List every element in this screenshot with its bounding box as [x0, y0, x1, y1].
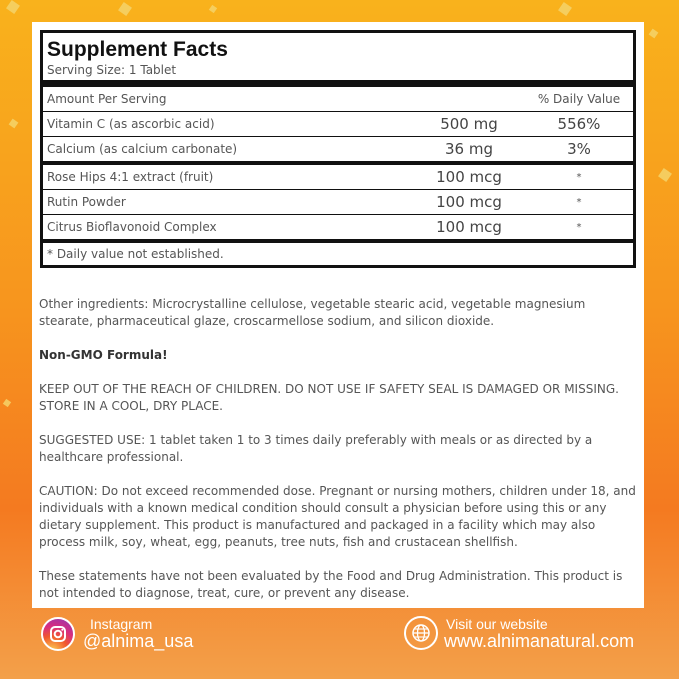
instagram-icon[interactable]: [41, 617, 75, 651]
facts-row: [43, 214, 633, 239]
globe-icon[interactable]: [404, 616, 438, 650]
facts-row: [43, 136, 633, 161]
amount-per-serving-label: Amount Per Serving: [47, 92, 167, 106]
confetti: [3, 399, 11, 407]
caution-text: CAUTION: Do not exceed recommended dose. Pregnant or nursing mothers, children under 18, and individuals with a known medical condition should consult a physician before using this or any dietary supplement. This product is manufactured and packaged in a facility which may also process milk, soy, wheat, egg, peanuts, tree nuts, fish and crustacean shellfish.: [39, 484, 636, 549]
suggested-use: SUGGESTED USE: 1 tablet taken 1 to 3 times daily preferably with meals or as directed by a healthcare professional.: [39, 433, 593, 464]
ingredient-dv: *: [576, 171, 582, 183]
ingredient-dv: 3%: [567, 140, 591, 158]
ingredient-amount: 100 mcg: [436, 193, 502, 211]
content-card: [32, 22, 644, 608]
ingredient-name: Citrus Bioflavonoid Complex: [47, 220, 217, 234]
confetti: [658, 168, 672, 182]
ingredient-name: Vitamin C (as ascorbic acid): [47, 117, 215, 131]
facts-row: [43, 111, 633, 136]
facts-row: [43, 161, 633, 189]
confetti: [649, 29, 659, 39]
ingredient-dv: *: [576, 196, 582, 208]
website-label: Visit our website: [446, 616, 548, 632]
confetti: [209, 5, 217, 13]
facts-title: Supplement Facts: [47, 38, 228, 61]
ingredient-dv: *: [576, 221, 582, 233]
other-ingredients: Other ingredients: Microcrystalline cellulose, vegetable stearic acid, vegetable magnesium stearate, pharmaceutical glaze, croscarmellose sodium, and silicon dioxide.: [39, 297, 586, 328]
ingredient-name: Rutin Powder: [47, 195, 126, 209]
keep-out-warning: KEEP OUT OF THE REACH OF CHILDREN. DO NOT USE IF SAFETY SEAL IS DAMAGED OR MISSING. STORE IN A COOL, DRY PLACE.: [39, 382, 619, 413]
ingredient-amount: 500 mg: [440, 115, 498, 133]
serving-size: Serving Size: 1 Tablet: [47, 63, 177, 77]
ingredient-amount: 36 mg: [445, 140, 493, 158]
ingredient-amount: 100 mcg: [436, 168, 502, 186]
supplement-facts-panel: [40, 30, 636, 268]
website-url[interactable]: www.alnimanatural.com: [444, 631, 635, 651]
fda-disclaimer: These statements have not been evaluated by the Food and Drug Administration. This product is not intended to diagnose, treat, cure, or prevent any disease.: [39, 569, 623, 600]
facts-footnote: * Daily value not established.: [43, 239, 633, 265]
facts-header-row: [43, 87, 633, 111]
label-text: [39, 296, 639, 619]
confetti: [6, 0, 20, 14]
confetti: [9, 119, 19, 129]
ingredient-amount: 100 mcg: [436, 218, 502, 236]
instagram-handle[interactable]: @alnima_usa: [83, 631, 194, 651]
facts-row: [43, 189, 633, 214]
instagram-label: Instagram: [90, 616, 153, 632]
confetti: [558, 2, 572, 16]
confetti: [118, 2, 132, 16]
ingredient-name: Calcium (as calcium carbonate): [47, 142, 238, 156]
ingredient-name: Rose Hips 4:1 extract (fruit): [47, 170, 214, 184]
daily-value-label: % Daily Value: [537, 92, 621, 106]
ingredient-dv: 556%: [557, 115, 601, 133]
non-gmo-heading: Non-GMO Formula!: [39, 348, 168, 362]
